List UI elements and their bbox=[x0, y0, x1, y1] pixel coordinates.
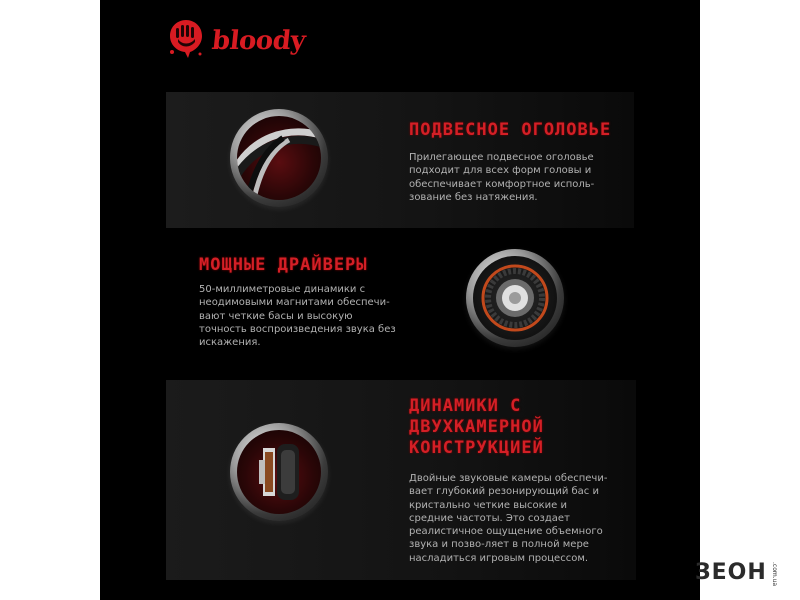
store-watermark bbox=[695, 560, 785, 586]
feature-title-headband: ПОДВЕСНОЕ ОГОЛОВЬЕ bbox=[409, 120, 612, 140]
watermark-domain: .com.ua bbox=[771, 562, 778, 587]
feature-title-dual-chamber: ДИНАМИКИ С ДВУХКАМЕРНОЙ КОНСТРУКЦИЕЙ bbox=[409, 396, 544, 458]
feature-description-headband: Прилегающее подвесное оголовье подходит для всех форм головы и обеспечивает комфортное исполь-зование без натяжения. bbox=[409, 152, 595, 203]
feature-title-drivers: МОЩНЫЕ ДРАЙВЕРЫ bbox=[199, 255, 368, 275]
driver-image bbox=[466, 249, 564, 347]
feature-description-dual-chamber: Двойные звуковые камеры обеспечи-вает глубокий резонирующий бас и кристально четкие высокие и средние частоты. Это создает реалистичное ощущение объемного звука и позво-ляет в полной мере насладиться игровым процессом. bbox=[409, 473, 608, 564]
blood-hand-icon bbox=[164, 16, 208, 60]
feature-description-drivers: 50-миллиметровые динамики с неодимовыми магнитами обеспечи-вают четкие басы и высокую точность воспроизведения звука без искажения. bbox=[199, 284, 396, 349]
bloody-logo bbox=[164, 14, 307, 62]
watermark-brand: ЗЕОН bbox=[695, 560, 767, 585]
headband-image bbox=[230, 109, 328, 207]
promo-poster bbox=[100, 0, 700, 600]
logo-wordmark: bloody bbox=[210, 26, 307, 56]
dual-chamber-image bbox=[230, 423, 328, 521]
